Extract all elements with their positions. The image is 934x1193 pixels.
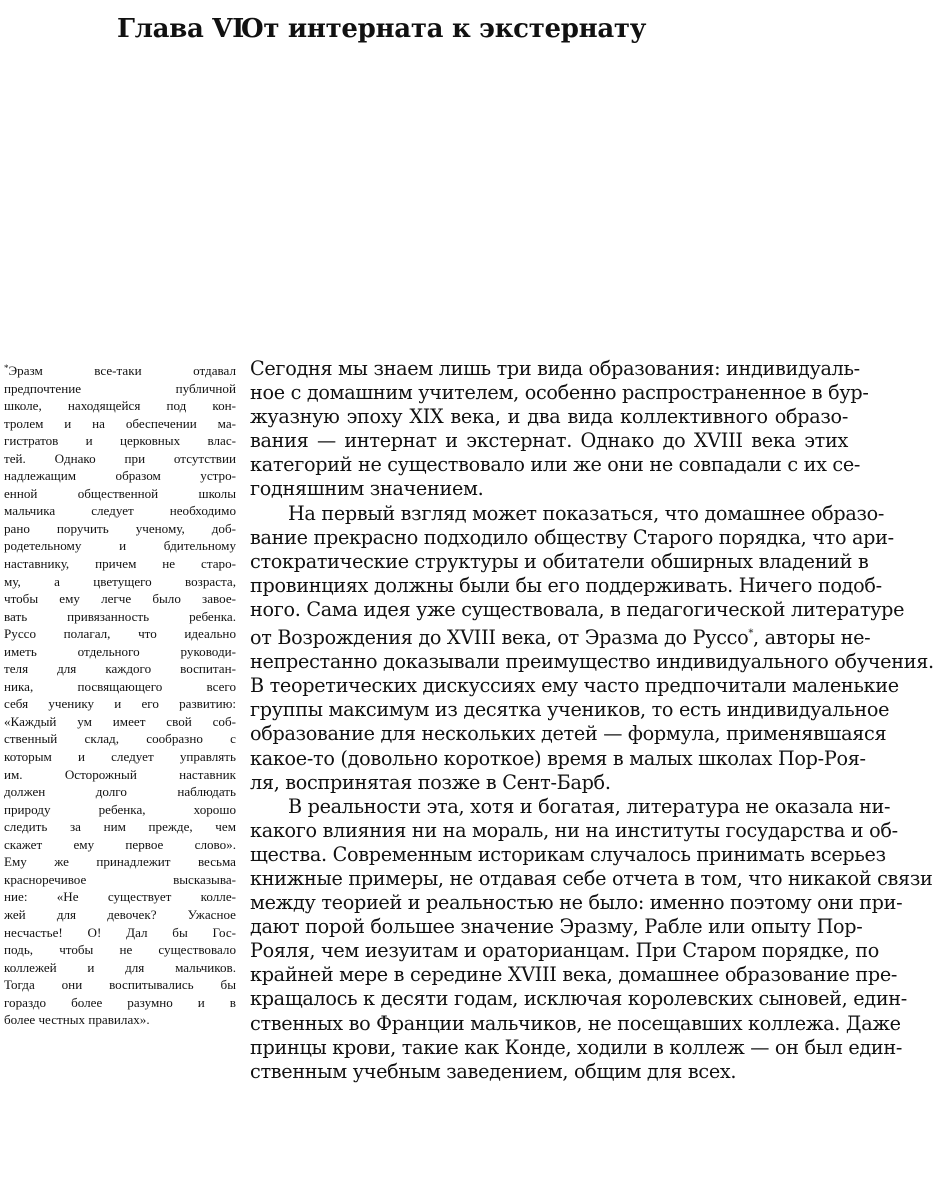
- text-line: группы максимум из десятка учеников, то есть индивидуальное: [250, 698, 890, 722]
- text-line: стократические структуры и обитатели обширных владений в: [250, 549, 869, 573]
- footnote-line: коллежей и для мальчиков.: [4, 959, 236, 975]
- text-line: годняшним значением.: [250, 477, 484, 501]
- text-line: какое-то (довольно короткое) время в малых школах Пор-Роя-: [250, 746, 866, 770]
- footnote-line: Тогда они воспитывались бы: [4, 977, 236, 993]
- text-line: книжные примеры, не отдавая себе отчета в том, что никакой связи: [250, 866, 933, 890]
- footnote: [4, 360, 236, 1029]
- footnote-line: Руссо полагал, что идеально: [4, 626, 236, 642]
- text-line: ного. Сама идея уже существовала, в педагогической литературе: [250, 597, 905, 621]
- footnote-line: мальчика следует необходимо: [4, 503, 236, 519]
- text-line: между теорией и реальностью не было: именно поэтому они при-: [250, 891, 903, 915]
- footnote-line: теля для каждого воспитан-: [4, 661, 236, 677]
- footnote-line: гистратов и церковных влас-: [4, 433, 236, 449]
- footnote-line: которым и следует управлять: [4, 749, 236, 765]
- text-line: какого влияния ни на мораль, ни на институты государства и об-: [250, 818, 898, 842]
- text-line: Сегодня мы знаем лишь три вида образования: индивидуаль-: [250, 357, 860, 380]
- footnote-line: жей для девочек? Ужасное: [4, 906, 236, 922]
- chapter-title: От интерната к экстернату: [241, 14, 647, 44]
- footnote-line: «Каждый ум имеет свой соб-: [4, 713, 236, 729]
- footnote-line: несчастье! О! Дал бы Гос-: [4, 924, 236, 940]
- text-line: На первый взгляд может показаться, что домашнее образо-: [288, 501, 885, 525]
- footnote-line: *Эразм все-таки отдавал: [4, 363, 236, 378]
- footnote-line: родетельному и бдительному: [4, 538, 236, 554]
- footnote-line: гораздо более разумно и в: [4, 994, 236, 1010]
- text-line: вания — интернат и экстернат. Однако до XVIII века этих: [250, 429, 848, 453]
- footnote-line: ника, посвящающего всего: [4, 678, 236, 694]
- footnote-line: енной общественной школы: [4, 485, 236, 501]
- footnote-line: красноречивое высказыва-: [4, 871, 236, 887]
- footnote-line: наставнику, причем не старо-: [4, 556, 236, 572]
- text-line: ственным учебным заведением, общим для всех.: [250, 1059, 737, 1083]
- footnote-line: Ему же принадлежит весьма: [4, 854, 236, 870]
- text-line: ственных во Франции мальчиков, не посещавших коллежа. Даже: [250, 1011, 901, 1035]
- text-line: провинциях должны были бы его поддерживать. Ничего подоб-: [250, 573, 882, 597]
- text-line: Рояля, чем иезуитам и ораторианцам. При Старом порядке, по: [250, 939, 879, 963]
- text-line: категорий не существовало или же они не совпадали с их се-: [250, 453, 861, 477]
- footnote-line: ственный склад, сообразно с: [4, 731, 236, 747]
- footnote-line: школе, находящейся под кон-: [4, 398, 236, 414]
- footnote-mark: *: [4, 363, 9, 373]
- footnote-line: скажет ему первое слово».: [4, 836, 236, 852]
- text-line: щества. Современным историкам случалось принимать всерьез: [250, 842, 886, 866]
- text-line: кращалось к десяти годам, исключая королевских сыновей, един-: [250, 987, 907, 1011]
- footnote-line: природу ребенка, хорошо: [4, 801, 236, 817]
- footnote-line: надлежащим образом устро-: [4, 468, 236, 484]
- text-line: жуазную эпоху XIX века, и два вида коллективного образо-: [250, 405, 848, 429]
- footnote-line: му, а цветущего возраста,: [4, 573, 236, 589]
- footnote-line: подь, чтобы не существовало: [4, 942, 236, 958]
- footnote-mark: *: [748, 628, 754, 640]
- text-line: принцы крови, такие как Конде, ходили в коллеж — он был един-: [250, 1035, 903, 1059]
- footnote-line: ние: «Не существует колле-: [4, 889, 236, 905]
- footnote-line: более честных правилах».: [4, 1012, 150, 1028]
- footnote-line: тролем и на обеспечении ма-: [4, 415, 236, 431]
- footnote-line: следить за ним прежде, чем: [4, 819, 236, 835]
- footnote-line: чтобы ему легче было завое-: [4, 591, 236, 607]
- text-line: от Возрождения до XVIII века, от Эразма до Руссо*, авторы не-: [250, 626, 871, 650]
- paragraph: [250, 501, 934, 795]
- footnote-line: предпочтение публичной: [4, 380, 236, 396]
- text-line: образование для нескольких детей — формула, применявшаяся: [250, 722, 887, 746]
- text-line: крайней мере в середине XVIII века, домашнее образование пре-: [250, 963, 898, 987]
- footnote-line: вать привязанность ребенка.: [4, 608, 236, 624]
- footnote-line: рано поручить ученому, доб-: [4, 520, 236, 536]
- chapter-number: Глава VI: [117, 14, 245, 44]
- main-text: [250, 357, 934, 1084]
- footnote-line: должен долго наблюдать: [4, 784, 236, 800]
- footnote-line: себя ученику и его развитию:: [4, 696, 236, 712]
- footnote-line: тей. Однако при отсутствии: [4, 450, 236, 466]
- text-line: непрестанно доказывали преимущество индивидуального обучения.: [250, 650, 934, 674]
- text-line: вание прекрасно подходило обществу Старого порядка, что ари-: [250, 525, 894, 549]
- paragraph: [250, 357, 869, 502]
- text-line: В теоретических дискуссиях ему часто предпочитали маленькие: [250, 674, 899, 698]
- text-line: В реальности эта, хотя и богатая, литература не оказала ни-: [288, 794, 891, 818]
- text-line: ля, воспринятая позже в Сент-Барб.: [250, 770, 611, 794]
- footnote-line: иметь отдельного руководи-: [4, 643, 236, 659]
- footnote-line: им. Осторожный наставник: [4, 766, 236, 782]
- paragraph: [250, 794, 933, 1084]
- text-line: ное с домашним учителем, особенно распространенное в бур-: [250, 381, 869, 405]
- chapter-heading: [117, 14, 737, 44]
- text-line: дают порой большее значение Эразму, Рабле или опыту Пор-: [250, 915, 863, 939]
